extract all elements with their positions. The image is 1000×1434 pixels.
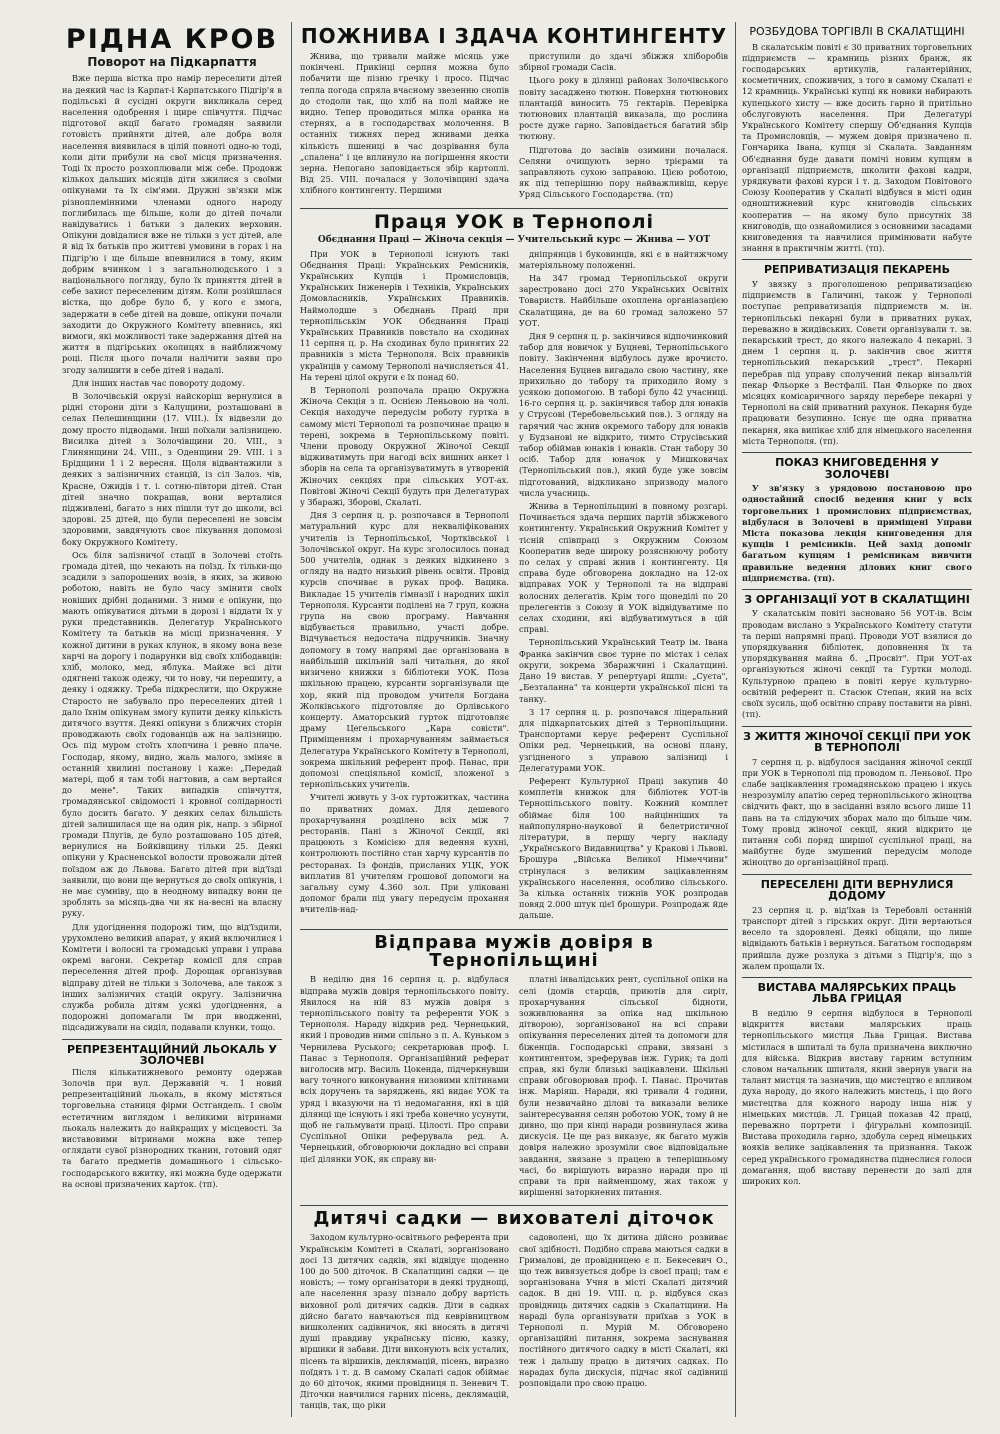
separator — [300, 1205, 728, 1206]
paragraph: Підготова до засівів озимини почалася. Селяни очищують зерно трієрами та заправляють сухою заправою. Цією роботою, як під теперішню пору найважливіш, керує Уряд Сільського Господарства. (тп) — [519, 144, 728, 200]
column-rule — [291, 22, 292, 1417]
headline-rozbudova-torhivli: РОЗБУДОВА ТОРГІВЛІ В СКАЛАТЩИНІ — [749, 26, 965, 38]
paragraph: У зв'язку з урядовою постановою про одностайний спосіб ведення книг у всіх торговельних і промислових підприємствах, відбулася в Золочеві в приміщені Управи Міста показова лекція книговедення для купців і ремісників. Цей захід допоміг багатьом купцям і ремісникам вивчити правильне ведення ділових книг свого підприємства. (тп). — [742, 483, 972, 583]
paragraph: Після кількатижневого ремонту одержав Золочів при вул. Державній ч. 1 новий репрезентаційний льокаль, в якому містяться торговельна станиця фірми Остгандель. І своїм естетичним виглядом і великими вітринами льокаль належить до найкращих у місцевості. За виставовими вітринами можна вже тепер оглядати сувої різнородних тканин, готовий одяг та багато предметів домашнього і сільсько-господарського вжитку, які можна буде одержати на основі призначених карток. (тп). — [62, 1066, 282, 1189]
paragraph: Учителі живуть у 3-ох гуртожитках, частина по приватних домах. Для дешевого прохарчування розділено всіх між 7 ресторанів. Пані з Жіночої Секції, які працюють з Комісією для ведення кухні, контролюють постійно стан харчу курсантів по ресторанах. Із фондів, присланих УЦК, УОК виплатив 81 учителям грошової допомоги на загальну суму 4.360 зол. При уліковані допомог брали під увагу передусім прохання вчителів-над- — [300, 792, 509, 915]
headline-pratsia-uok: Праця УОК в Тернополі — [373, 210, 655, 233]
article-pozhnyva — [300, 51, 728, 203]
article-dytiachi-sadky — [300, 1232, 728, 1413]
paragraph: садоволені, що їх дитина дійсно розвиває свої здібності. Подібно справа маються садки в Грималові, де провідницею є п. Бекесевич О., що теж вивязується добре із своєї праці; там є зорганізована Учня в місті Скалаті дитячий садок. В дні 19. VIII. ц. р. відбувся сказ провідниць дитячих садків з Скалатщини. На нараді була організувати приїхав з УОК в Тернополі п. Мурій М. Обговорено організаційні питання, зокрема заснування постійного дитячого садку в місті Скалаті, які теж і дальшу працю в дитячих садках. По нарадах була дискусія, підчас якої садівниці розповідали про свою працю. — [519, 1232, 728, 1388]
lede-uok: Обєднання Праці — Жіноча секція — Учительський курс — Жнива — УОТ — [317, 234, 711, 245]
headline-ridna-krov: РІДНА КРОВ — [65, 26, 279, 55]
paragraph: приступили до здачі збіжжя хліборобів збірної громади Сасів. — [519, 51, 728, 73]
paragraph: Вже перша вістка про намір переселити дітей на деякий час із Карпат-і Карпатського Підгір'я в подільські й сусідні округи викликала серед населення одобрення і щире співчуття. Підчас підготової акції багато громадян заявили готовість прийняти дітей, але добра воля населення виявилася в цілій повноті одно-ю тоді, коли діти прибули на свої місця призначення. Тоді їх просто розхоплювали між себе. Продовж кількох дальших місяців діти зжилися з своїми опікунами та їх сім'ями. Дружні зв'язки між різноплемінними членами одного народу поглибилась ще більше, коли до дітей почали навідуватись і батьки з далеких верховин. Опікуни довідалися вже не тільки з уст дітей, але й від їх батьків про життєві умовини в горах і на Підгір'ю і ще більше впевнилися в тому, яким добрим вчинком і з загальнолюдського і з національного погляду, було їх приняття дітей в себе захист переселеним дітям. Коли розійшлася вістка, що добре було б, у кого є змога, задержати в себе дітей на довше, опікуни почали заходити до Окружного Комітету впевнись, які вимоги, які можливості таке задержання дітей на життя в підгірських околицях в найближчому році. Після цього почали налічити заяви про згоду залишити в себе дітей і надалі. — [62, 73, 282, 375]
paragraph: На 347 громад Тернопільської округи зарестровано досі 270 Українських Освітніх Товариств. Найбільше охоплена органіазацією Скалатщина, де на 60 громад заложено 57 УОТ. — [519, 272, 728, 328]
paragraph: При УОК в Тернополі існують такі Обєднання Праці: Українських Ремісників, Українських Купців і Промисловців, Українських Інженерів і Техніків, Українських Домовласників, Українських Правників. Наймолодше з Обєднань Праці при тернопільськім УОК Обєднання Праці Українських Правників повстало на сходинах 11 серпня ц. р. На сходинах було принятих 22 правників з міста Тернополя. Всіх правників українців у самому Тернополі начисляється 41. На терені цілої округи є їх понад 60. — [300, 248, 509, 382]
paragraph: Референт Культурної Праці закупив 40 комплетів книжок для бібліотек УОТ-ів Тернопільського повіту. Кожний комплет обіймає біля 100 найцінніших та найпопулярно-наукової й белетристичної літератури, в першу чергу накладу „Українського Видавництва" у Кракові і Львові. Брошура „Війська Великої Німеччини" стрінулася з великим зацікавленням українського населення, особливо сільського. За кілька останніх тижнів УОК розпродав повяд 2.000 штук цієї брошури. Розпродаж йде дальше. — [519, 775, 728, 921]
headline-reprivatyzatsiia: РЕПРИВАТИЗАЦІЯ ПЕКАРЕНЬ — [764, 263, 950, 277]
paragraph: платні інвалідських рент, суспільної опіки на селі (домів старців, приютів для сиріт, прохарчування сільської бідноти, зоживлювання за опіка над шкільною дітворою), зорганізованої на всі справи опікування переселених дітей та допомоги для біженців. Господарські справи, звязані з контингентом, зреферував інж. Гурик; та долі справ, які були близькі зацікавлени. Шкільні справи обговорював проф. І. Панас. Прочитав інж. Маріяш. Наради, які тривали 4 години, були незвичайно ділові та виказали велике заінтересування селян роботою УОК, тому й не дивно, що при кінці наради розвинулася жива дискусія. Це ще раз виказує, як багато мужів довіря належно зрозуміли своє відповідальне завдання, звязане з працею в теперішньому часі, бо вирішують виразно наради про ці справи та при найменшому, жах також у вирішенні заторкнених питання. — [519, 974, 728, 1198]
paragraph: Дня 9 серпня ц. р. закінчився відпочинковий табор для новичок у Буцневі, Тернопільського повіту. Закінчення відбулось дуже врочисто. Населення Буцнев вигадало свою частину, яке прихильно до табору та приходило йому з усякою допомогою. В таборі було 42 учасниці. 16-го серпня ц. р. закінчився табор для юнаків у Струсові (Теребовельський пов.). З огляду на гарячий час жнив окремого табору для юнаків у Будзанові не відкрито, тимто Струсівський табор обіймав юнаків і юнаків. Стан табору 30 осіб. Табор для юначок у Мишковичах (Тернопільський пов.), який буде уже зовсім підготований, відкликано зпризводу малого числа учасниць. — [519, 331, 728, 498]
column-rule — [735, 22, 736, 1417]
separator — [300, 208, 728, 209]
paragraph: Жнива, що тривали майже місяць уже покінчені. Прикінці серпня можна було побачити ще пізню гречку і просо. Підчас тепла погода спряла вчасному звезенню снопів до стодоли так, що хліб на полі майже не видно. Тепер проводиться мілка оранка на стернях, а в господарствах молочення. В останніх тижнях перед жнивами деяка кількість пшениці в час дозрівання була „спалена" і це вплинуло на погіршення якости зерна. Непогано заповідається збір картоплі. Від 25. VIII. почалася у Золочівщині здача хлібного контингенту. Першими — [300, 51, 509, 196]
article-vidprava — [300, 974, 728, 1200]
paragraph: В неділю дня 16 серпня ц. р. відбулася відправа мужів довіря тернопільського повіту. Явилося на ній 83 мужів довіря з тернопільського повіту та референти УОК з Тернополя. Нараду відкрив ред. Чернецький, який і проводив ними спільно з п. А. Куньком з Чернилева Руського; секретарював проф. І. Панас з Тернополя. Організаційний реферат виголосив мгр. Василь Цокенда, підчеркнувши вагу точного виконування низовими клітинами всіх доручень та заряджень, які видає УОК та уряд і вказуючи на ті недомагання, які в цій ділянці ще існують і які треба конечно усунути, щоб не гальмувати праці. Цілості. Про справи Суспільної Опіки реферувала ред. А. Чернецький, обговорюючи докладно всі справи цієї ділянки УОК, як справу ви- — [300, 974, 509, 1164]
separator — [742, 874, 972, 875]
headline-reprezentatsiinyi-lokal: РЕПРЕЗЕНТАЦІЙНИЙ ЛЬОКАЛЬ У ЗОЛОЧЕВІ — [66, 1042, 278, 1068]
paragraph: Для інших настав час повороту додому. — [72, 377, 245, 388]
subhead-povorot: Поворот на Підкарпаття — [87, 55, 257, 70]
separator — [300, 929, 728, 930]
middle-column — [300, 26, 728, 1416]
paragraph: Ось біля залізничої стації в Золочеві стоїть громада дітей, що чекають на поїзд. Їх тільки-що зсадили з запорошених возів, в яких, за живою роботою, навіть не було часу змінити своїх новіших дрібні доданими. З ними є опікуни, що мають опікуватися дітьми в дорозі і віддати їх у руки представників. Делегатур Українського Комітету та батьків на місці призначення. У кожної дитини в руках клунок, в якому вона везе харчі на дорогу і подарунки від своїх хлібодавців: хліб, молоко, мед, яблука. Майже всі діти одягнені також одежу, чи то нову, чи перешиту, а деяку і одяжку. Треба підкреслити, що Окружне Старосто не забувало про переселених дітей і дало їхнім опікунам змогу купити деяку кількість дитячого взуття. Деякі опікуни з ближчих сторін проводжають своїх годованців аж на залізницю. Ось під муром стоїть хлопчина і ревно плаче. Господар, якому, видно, жаль малого, зміняє в останній хвилині постанову і каже: „Передай матері, щоб я там тобі нагтовив, а сам вертайся до мене". Таких випадків співчуття, громадянської свідомості і кровної солідарності було досить багато. У деяких селах більшість дітей залишилася ще на один рік, напр. з збірної громади Плугів, де було розташовано 105 дітей, вернулися на Бойківщину тільки 25. Деякі опікуни у Красненської волости провожали дітей поїздом аж до Львова. Багато дітей при від'їзді заявили, що вони ще вернуться до своїх опікунів, і не має сумніву, що в неодному випадку вони це зроблять за місяць-два чи як на-весні на власну руку. — [62, 549, 282, 919]
separator — [742, 452, 972, 453]
paragraph: Для удогіднення подорожі тим, що від'їздили, урухомлено великий апарат, у який включилися і Комітети і волосні та громадські управи і управа окремі вагони. Секретар комісії для справ переселення дітей проф. Дорощак організував відправу дітей не тільки з Золочева, але також з інших залізничих стацій округу. Залізнична служба робила дітям усякі удогіднення, а подорожні допомагали їм при вводженні, підсадижували на сиділ, подавали клунки, тощо. — [62, 921, 282, 1033]
headline-pereseleni-dity: ПЕРЕСЕЛЕНІ ДІТИ ВЕРНУЛИСЯ ДОДОМУ — [760, 877, 954, 903]
paragraph: В Золочівській окрузі найскоріш вернулися в рідні сторони діти з Калущини, розташовані в селах Пелешинщини (17. VIII.). Їх відвезли до дому просто підводами. Інші поїхали залізницею. Висилка дітей з Золочівщини 20. VIII., з Глинянщини 24. VIII., з Оденщини 29. VIII. і з Брідщини 1 і 2 вересня. Щоля відвантажили з деяких з залізничних станцій, із сіл Залоз. чів, Красне, Ожидів і т. і. сотню-півтори дітей. Стан дітей значно покращав, вони верталися підживлені, багато з них пішли тут до школи, всі здорові. 25 дітей, що були переселені не зовсім здоровими, завдячують своє лікування допомозі боку Окружного Комітету. — [62, 391, 282, 547]
headline-orhanizatsii-uot: З ОРГАНІЗАЦІЇ УОТ В СКАЛАТЩИНІ — [744, 592, 970, 606]
paragraph: Жнива в Тернопільщині в повному розгарі. Починається здача перших партій збіжжевого контингенту. Український Окружний Комітет у тісній співпраці з Окружним Союзом Кооператив веде широку розяснюючу роботу по селах у справі жнив і контингенту. Ця справа буде обговорена докладно на 12-ох відправах УОК у Тернополі та на відправі волосних делегатів. Крім того щонеділі по 20 прелегентів з Союзу й УОК відвідуватиме по селах сходини, які відбуватимуться в цій справі. — [519, 501, 728, 635]
separator — [742, 977, 972, 978]
headline-dytiachi-sadky: Дитячі садки — вихователі діточок — [313, 1208, 715, 1230]
separator — [742, 726, 972, 727]
paragraph: 7 серпня ц. р. відбулося засідання жіночої секції при УОК в Тернополі під проводом п. Леньової. Про слабе зацікавлення громадянською працею і якусь незрозумілу апатію серед тернопільського жіноцтва свідчить факт, що в засіданні взяло всього лише 11 пань на та слідуючих зборах мало що більше чим. Тому провід жіночої секції, який відкрито це питання собі поряд ширшої суспільної праці, на майбутнє буде змушений передусім молоде жіноцтво до організаційної праці. — [742, 756, 972, 868]
paragraph: Цього року в ділянці районах Золочівського повіту засаджено тютюн. Поверхня тютюнових плантацій виносить 75 гектарів. Перевірка тютюнових плантацій виказала, що рослина росте дуже гарно. Заповідається багатий збір тютюну. — [519, 75, 728, 142]
paragraph: Дня 3 серпня ц. р. розпочався в Тернополі матуральний курс для некваліфікованих учителів із Тернопільської, Чортківської і Золочівської округ. На курс зголосилось понад 500 учителів, однак з деяких відкинено з огляду на надто низький рівень освіти. Провід курсів спочиває в руках проф. Вацика. Викладає 15 учителів гімназії і народних шкіл Тернополя. Курсанти поділені на 7 груп, кожна група на свою програму. Навчання відбувається правильно, участі добре. Відчувається недостача підручників. Значну допомогу в тому напрямі дає організована в найбільшій шкільній залі читальня, до якої визичено книжки з бібліотеки УОК. Поза шкільною працею, курсанти зорганізували ще хор, який під проводом учителя Богдана Жолківського підготовляє до Орлівського концерту. Аматорський гурток підготовляє драму Цегельського „Кара совісти". Приміщенням і прохарчуванням займається Делегатура Українського Комітету в Тернополі, зокрема шкільний референт проф. Панас, при допомозі спеціяльної комісії, зложеної з тернопільських учителів. — [300, 510, 509, 790]
paragraph: З 17 серпня ц. р. розпочався ліцеральний для підкарпатських дітей з Тернопільщини. Транспортами керує референт Суспільної Опіки ред. Чернецький, на основі плану, узгідненого з управою залізниці і Делегатурами УОК. — [519, 706, 728, 773]
article-ridna-krov — [62, 73, 282, 1033]
headline-zhinocha-sektsiia: З ЖИТТЯ ЖІНОЧОЇ СЕКЦІЇ ПРИ УОК В ТЕРНОПОЛІ — [743, 729, 971, 755]
paragraph: У скалатськім повіті засновано 56 УОТ-ів. Всім проводам вислано з Українського Комітету статути та перші напрямні праці. Проводи УОТ взялися до упорядкування бібліотек, доповнення їх та упорядкування майна б. „Просвіт". При УОТ-ах організуються жіночі секції та Гуртки молоді. Культурною працею в повіті керує культурно-освітній референт п. Стасюк Степан, який на всіх своїх зусиль, щоб освітню справу поставити на рівні. (тп). — [742, 608, 972, 720]
separator — [62, 1039, 282, 1040]
left-column — [62, 26, 282, 1416]
paragraph: Заходом культурно-освітнього референта при Українськім Комітеті в Скалаті, зорганізовано досі 13 дитячих садків, які відвідує щоденно 100 до 500 діточок. В Скалатщині садки — це новість; — тому організатори в деякі труднощі, але населення зразу пізнало добру вартість виховної ролі дитячих садків. Діти в садках дійсно багато навчаються під кеврівництвом вишколених садівничок, які вносять в дитячі душі правдиву українську пісню, казку, віршики й забави. Діти виконують всіх усталих, пісень та віршиків, деклямацій, пісень, виразно поїдять і т. д. В самому Скалаті садок обіймає до 60 діточок, якими провідниця п. Зеневич Т. Діточки навчилися гарних пісень, деклямацій, танців, так, що ріки — [300, 1232, 509, 1411]
paragraph: дніпрянців і буковинців, які є в найтяжчому матеріяльному положенні. — [519, 248, 728, 270]
paragraph: У звязку з проголошеною реприватизацією підприємств в Галичині, також у Тернополі поступає реприватизація підприємств м. ін. тернопільські пекарні були в приватних руках, переважно в жидівських. Совєти організували т. зв. пекарський трест, до якого належало 4 пекарні. З днем 1 серпня ц. р. закінчив своє життя тернопільський пекарський „трест". Пекарні перебрав під управу сполучений пекар вінзальтій пекар Фльорке з Вестфалії. Пан Фльорке по двох місяцях комісаричного заряду переберe пекарні у Тернополі на свій приватний рахунок. Пекарня буде працювати безупинно. Існує ще одна приватна пекарня, яка випікає хліб для німецького населення міста Тернополя. (тп). — [742, 278, 972, 446]
paragraph: Тернопільський Український Театр ім. Івана Франка закінчив своє турне по містах і селах округи, зокрема Збаражчині і Скалатщині. Дано 19 вистав. У репертуарі йшли: „Суєта", „Безталанна" та концерти української пісні та танку. — [519, 637, 728, 704]
paragraph: В скалатськім повіті є 30 приватних торговельних підприємств — крамниць різних бранж, як господарських артикулів, галантерійних, косметичних, споживчих, з того в самому Скалаті є 12 крамниць. Українські купці як новики набирають купецького хисту — вже досить гарно й притільно обслуговують населення. При Делегатурі Українського Комітету спершу Об'єднання Купців та Промисловців, — мужем довіря призначено п. Гончарика Івана, купця зі Скалата. Завданням Об'єднання буде давати помічі новим купцям в організації підприємств, школити фахові кадри, урядкувати фахові курси і т. д. Заходом Повітового Союзу Кооператив у Скалаті відбувся в місті один одноштижневий курс книговодів сільських кооператив — на якому було присутніх 38 книговодів, що ознайомилися з основними засадами книговедення та навчилися примінювати набуте знання в практичнім житті. (тп). — [742, 41, 972, 254]
headline-pokaz-knyhovedennia: ПОКАЗ КНИГОВЕДЕННЯ У ЗОЛОЧЕВІ — [775, 456, 939, 481]
separator — [742, 589, 972, 590]
paragraph: В неділю 9 серпня відбулося в Тернополі відкриття вистави малярських праць тернопільського мистця Льва Грицая. Вистава містилася в шпиталі та була призначена виключно для війська. Відкрив виставу гарним вступним словом начальник шпиталя, який звернув уваги на талант мистця та зазначив, що мистецтво є впливом духа народу, до якого належить мистець, і що його мистецтва для кожного народу інша ніж у німецьких мистців. Л. Грицай показав 42 праці, переважно портрети і фігуральні композиції. Вистава проходила гарно, здобула серед німецьких вояків велике зацікавлення та признання. Також серед українського громадянства піднеслися голоси домагання, щоб виставу перенести до залі для широких кол. — [742, 1008, 972, 1187]
headline-vidprava: Відправа мужів довіря в Тернопільщині — [374, 931, 654, 972]
right-column — [742, 26, 972, 1416]
separator — [742, 259, 972, 260]
paragraph: В Тернополі розпочала працю Окружна Жіноча Секція з п. Оснією Леньовою на чолі. Секція находуче передусім роботу гуртка в самому місті Тернополі та розпочинає працю в терені, зокрема в Тернопільському повіті. Члени проводу Окружної Жіночої Секції відживатимуть при нагоді всіх вишних анкет і зборів на села та організуватимуть в утвореній Жіночих секціях при сільських УОТ-ах. Повітові Жіночі Секції будуть при Делегатурах у Збаражі, Зборові, Скалаті. — [300, 385, 509, 508]
headline-pozhnyva: ПОЖНИВА І ЗДАЧА КОНТИНГЕНТУ — [300, 26, 728, 48]
article-pratsia-uok — [300, 249, 728, 924]
paragraph: 23 серпня ц. р. від'їхав із Теребовлі останній транспорт дітей з гірських округ. Діти вертаються весело та здоровлені. Деякі обіцяли, що лише відвідають батьків і вернуться. Багатьом господарям прийшла дуже розлука з дітьми з Підгір'я, що з жалем прощали їх. — [742, 904, 972, 971]
headline-vystava-hrytsaia: ВИСТАВА МАЛЯРСЬКИХ ПРАЦЬ ЛЬВА ГРИЦАЯ — [757, 980, 957, 1006]
